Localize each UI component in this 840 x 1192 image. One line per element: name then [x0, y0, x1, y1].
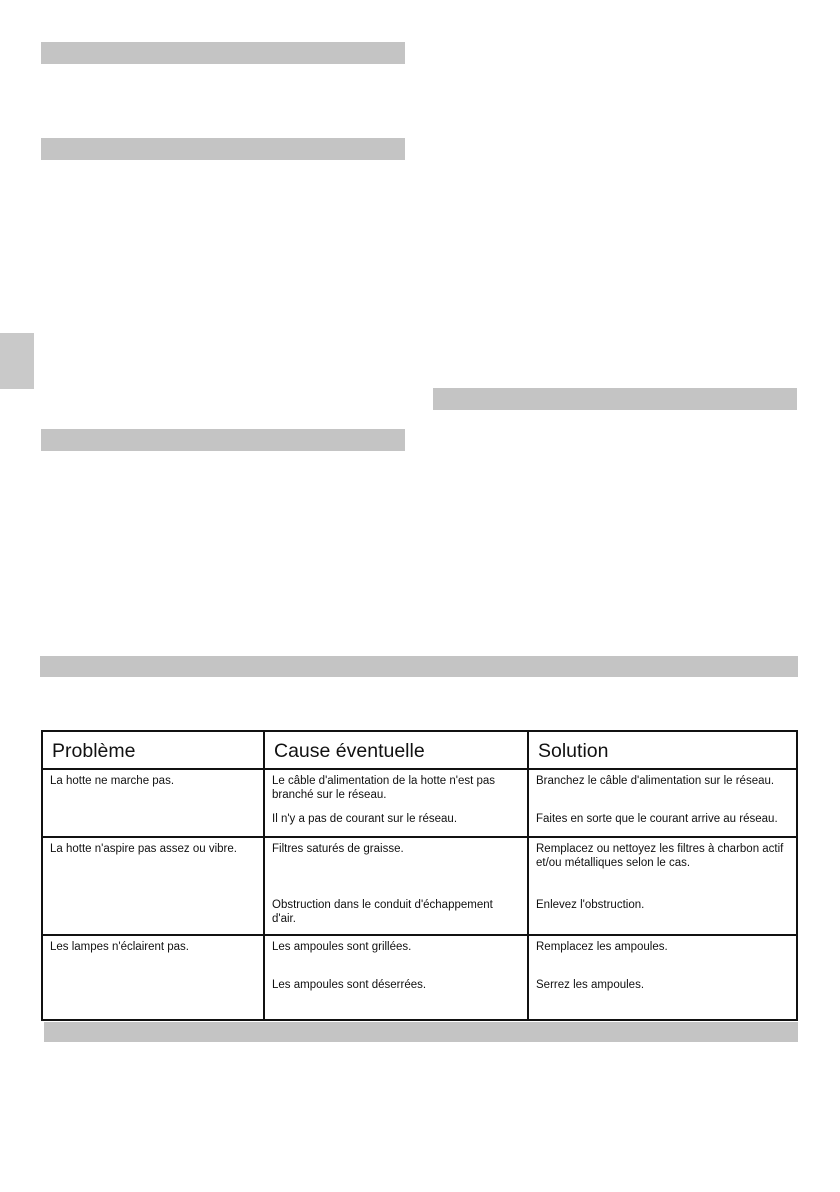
problem-text: La hotte ne marche pas.	[50, 775, 175, 787]
header-cause: Cause éventuelle	[265, 732, 529, 770]
section-header-bar-1	[41, 42, 405, 64]
row-1-cause	[265, 770, 529, 838]
section-header-bar-3	[433, 388, 797, 410]
solution-text: Remplacez ou nettoyez les filtres à charbon actif et/ou métalliques selon le cas.	[536, 843, 784, 869]
row-1-problem	[43, 770, 265, 838]
solution-text: Remplacez les ampoules.	[536, 941, 668, 953]
cause-text: Obstruction dans le conduit d'échappement d'air.	[272, 899, 493, 925]
solution-text: Branchez le câble d'alimentation sur le réseau.	[536, 775, 775, 787]
section-header-bar-4	[41, 429, 405, 451]
section-header-bar-2	[41, 138, 405, 160]
problem-text: Les lampes n'éclairent pas.	[50, 941, 189, 953]
header-solution: Solution	[529, 732, 796, 770]
cause-text: Filtres saturés de graisse.	[272, 843, 404, 855]
row-2-solution	[529, 838, 796, 936]
section-header-bar-bottom	[44, 1022, 798, 1042]
solution-text: Enlevez l'obstruction.	[536, 899, 645, 911]
cause-text: Les ampoules sont grillées.	[272, 941, 412, 953]
row-3-cause	[265, 936, 529, 1019]
cause-text: Les ampoules sont déserrées.	[272, 979, 427, 991]
row-3-solution	[529, 936, 796, 1019]
side-tab-marker	[0, 333, 34, 389]
row-2-problem	[43, 838, 265, 936]
solution-text: Faites en sorte que le courant arrive au réseau.	[536, 813, 778, 825]
troubleshooting-table	[41, 730, 798, 1021]
cause-text: Le câble d'alimentation de la hotte n'est pas branché sur le réseau.	[272, 775, 496, 801]
row-3-problem	[43, 936, 265, 1019]
row-1-solution	[529, 770, 796, 838]
problem-text: La hotte n'aspire pas assez ou vibre.	[50, 843, 237, 855]
cause-text: Il n'y a pas de courant sur le réseau.	[272, 813, 458, 825]
solution-text: Serrez les ampoules.	[536, 979, 645, 991]
section-header-bar-wide	[40, 656, 798, 677]
row-2-cause	[265, 838, 529, 936]
header-problem: Problème	[43, 732, 265, 770]
